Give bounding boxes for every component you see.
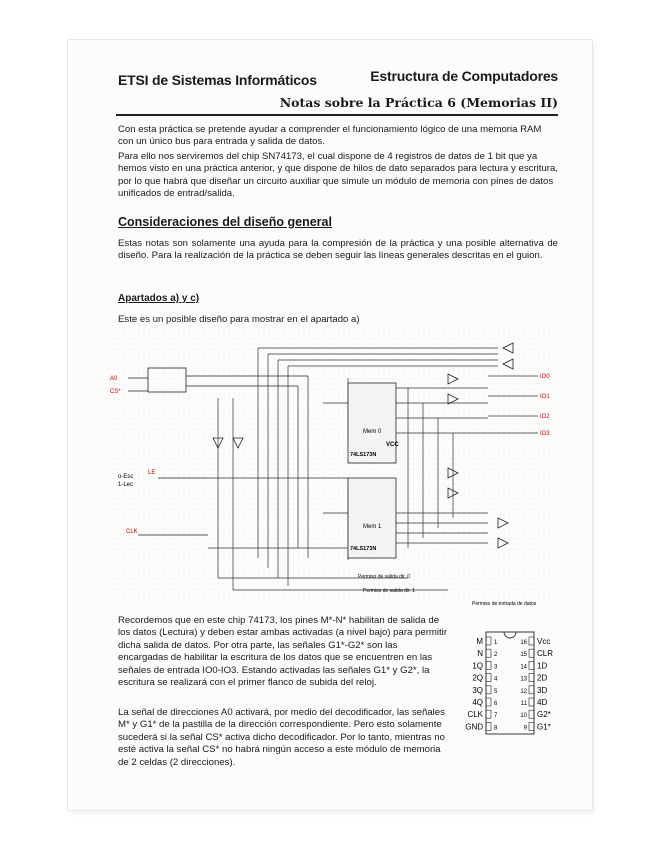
pin-name-right: 4D [537, 698, 548, 707]
document-subtitle: Notas sobre la Práctica 6 (Memorias II) [279, 95, 558, 110]
pin-12 [529, 686, 534, 694]
pin-9 [529, 722, 534, 730]
subsection-heading: Apartados a) y c) [118, 293, 200, 304]
bottom-paragraph-1: Recordemos que en este chip 74173, los pines M*-N* habilitan de salida de los datos (Lectura) y deben estar ambas activadas (a nivel bajo) para permitir dicha salida de datos. Por otra parte, las señales G1*-G2* son las encargadas de habilitar la escritura de los datos que se encuentren en las señales de entrada IO0-IO3. Estando activadas las señales G1* y G2*, la escritura se realizará con el primer flanco de subida del reloj. [118, 615, 448, 689]
pin-13 [529, 674, 534, 682]
pin-5 [486, 686, 491, 694]
subsection-intro: Este es un posible diseño para mostrar en el apartado a) [118, 314, 360, 325]
mem1-part: 74LS173N [350, 546, 377, 552]
io1-label: IO1 [540, 394, 550, 400]
institution-name: ETSI de Sistemas Informáticos [118, 72, 317, 88]
pin-number-right: 15 [520, 652, 527, 659]
pin-15 [529, 649, 534, 657]
io2-label: IO2 [540, 414, 550, 420]
pin-name-left: CLK [467, 710, 483, 720]
pin-number-right: 10 [520, 713, 527, 720]
pin-number-left: 8 [494, 725, 498, 732]
mem0-part: 74LS173N [350, 452, 377, 458]
pin-name-left: GND [465, 722, 483, 732]
pin-number-left: 6 [494, 701, 498, 707]
pin-name-right: G2* [537, 710, 551, 720]
document-page [68, 40, 592, 810]
intro-paragraph-1: Con esta práctica se pretende ayudar a comprender el funcionamiento lógico de una memoria RAM con un único bus para entrada y salida de datos. [118, 124, 542, 148]
a0-label: A0 [110, 376, 118, 382]
pin-7 [486, 710, 491, 718]
mem1-label: Mem 1 [363, 524, 382, 530]
permiso-salida-1: Permiso de salida dir. 1 [363, 588, 415, 594]
permiso-entrada: Permiso de entrada de datos [472, 601, 537, 607]
grid-background [108, 328, 558, 608]
pin-name-right: 1D [537, 661, 548, 671]
pin-name-left: 4Q [472, 698, 483, 707]
pin-2 [486, 649, 491, 657]
pin-number-right: 12 [520, 688, 527, 695]
pin-name-left: 1Q [472, 661, 483, 671]
pin-1 [486, 637, 491, 645]
pin-number-right: 16 [520, 640, 527, 646]
pin-name-left: M [476, 637, 483, 646]
header-rule [116, 114, 558, 116]
io0-label: IO0 [540, 374, 550, 380]
pin-6 [486, 698, 491, 706]
pin-14 [529, 661, 534, 669]
pin-number-left: 4 [494, 676, 498, 683]
pin-11 [529, 698, 534, 706]
mem0-chip [348, 383, 396, 463]
pin-number-right: 13 [520, 676, 527, 683]
lec-label: 1-Lec [118, 482, 134, 488]
pin-number-left: 7 [494, 713, 498, 720]
vcc-label: VCC [386, 442, 399, 448]
esc-label: o-Esc [118, 474, 134, 480]
io3-label: IO3 [540, 431, 550, 437]
section-heading: Consideraciones del diseño general [118, 215, 332, 229]
bottom-paragraph-2: La señal de direcciones A0 activará, por medio del decodificador, las señales M* y G1* de la pastilla de la dirección correspondiente. Pero esto solamente sucederá si la señal CS* activa dicho decodificador. Por lo tanto, mientras no esté activa la señal CS* no habrá ningún acceso a este módulo de memoria de 2 celdas (2 direcciones). [118, 707, 445, 768]
permiso-salida-0: Permiso de salida dir. 0 [358, 574, 410, 580]
course-name: Estructura de Computadores [370, 68, 558, 84]
chip-notch [504, 632, 516, 638]
pin-number-left: 5 [494, 688, 498, 695]
pin-name-right: CLR [537, 649, 554, 659]
section-paragraph: Estas notas son solamente una ayuda para la compresión de la práctica y una posible alternativa de diseño. Para la realización de la práctica se deben seguir las líneas generales descritas en el guion. [118, 238, 558, 262]
pin-name-right: Vcc [537, 637, 551, 646]
pinout-diagram [448, 628, 578, 738]
pin-number-left: 2 [494, 652, 498, 659]
pin-number-right: 11 [520, 701, 527, 707]
pin-number-right: 9 [523, 725, 527, 732]
pin-16 [529, 637, 534, 645]
pin-name-left: 3Q [472, 685, 483, 695]
pin-name-left: N [477, 649, 483, 659]
le-label: LE [148, 470, 156, 476]
pin-name-right: 3D [537, 685, 548, 695]
pin-number-right: 14 [520, 664, 527, 671]
pin-number-left: 1 [494, 640, 498, 646]
pin-4 [486, 674, 491, 682]
circuit-schematic [108, 328, 558, 608]
pin-name-right: 2D [537, 673, 548, 683]
mem0-label: Mem 0 [363, 429, 382, 435]
cs-label: CS* [110, 389, 121, 395]
pin-number-left: 3 [494, 664, 498, 671]
pin-3 [486, 661, 491, 669]
pin-8 [486, 722, 491, 730]
pin-name-right: G1* [537, 722, 551, 732]
pin-10 [529, 710, 534, 718]
pin-name-left: 2Q [472, 673, 483, 683]
intro-paragraph-2: Para ello nos serviremos del chip SN74173, el cual dispone de 4 registros de datos de 1 bit que ya hemos visto en una práctica anterior, y que dispone de hilos de dato separados para lectura y escritura, por lo que habrá que diseñar un circuito auxiliar que simule un módulo de memoria con pines de datos unificados de entrad/salida. [118, 151, 558, 200]
clk-label: CLK [126, 529, 138, 535]
